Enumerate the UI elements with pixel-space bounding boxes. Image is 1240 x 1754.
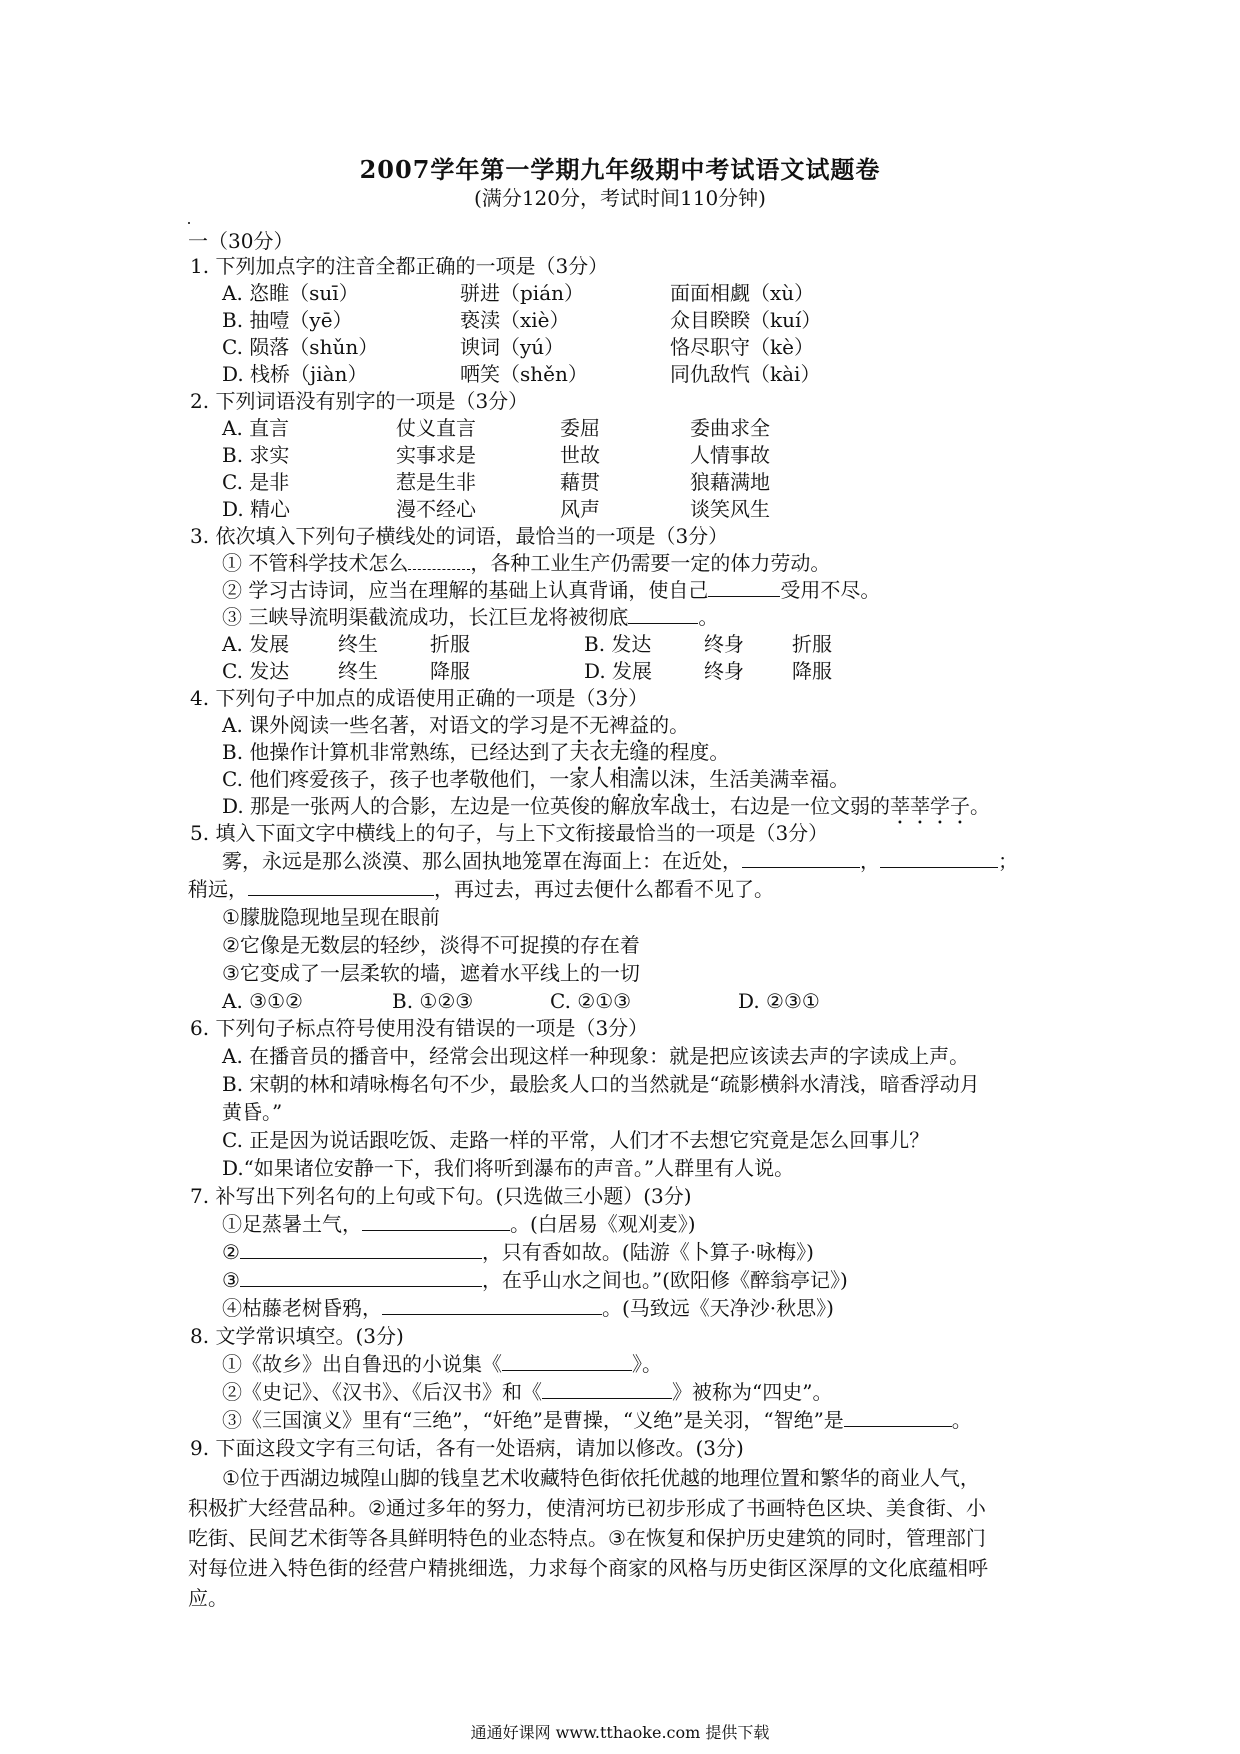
q5-blank-1 xyxy=(742,848,860,868)
q5-blank-2 xyxy=(880,848,998,868)
q1-row-b-3: 众目睽睽（kuí） xyxy=(670,308,822,332)
q6-opt-b: B. 宋朝的林和靖咏梅名句不少，最脍炙人口的当然就是“疏影横斜水清浅，暗香浮动月 xyxy=(222,1072,980,1096)
q7-blank-1 xyxy=(362,1211,510,1231)
q7-line-4: ④枯藤老树昏鸦， 。(马致远《天净沙·秋思》) xyxy=(222,1296,834,1320)
scan-speck xyxy=(188,222,190,224)
q2-row-b: B. 求实 xyxy=(222,443,290,467)
q5-opt-d: D. ②③① xyxy=(738,989,820,1013)
q8-blank-1 xyxy=(502,1351,632,1371)
q3-opt-d: D. 发展 xyxy=(584,659,653,683)
q5-stem: 5. 填入下面文字中横线上的句子，与上下文衔接最恰当的一项是（3分） xyxy=(190,821,829,845)
q5-passage-line-1: 雾，永远是那么淡漠、那么固执地笼罩在海面上：在近处， ， ； xyxy=(222,849,1018,873)
q2-row-d-4: 谈笑风生 xyxy=(690,497,770,521)
q4-opt-a: A. 课外阅读一些名著，对语文的学习是不无裨益的。 xyxy=(222,713,690,737)
q2-row-c-4: 狼藉满地 xyxy=(690,470,770,494)
q5-sentence-1: ①朦胧隐现地呈现在眼前 xyxy=(222,905,440,929)
page-title: 2007学年第一学期九年级期中考试语文试题卷 xyxy=(359,155,881,184)
q5-sentence-3: ③它变成了一层柔软的墙，遮着水平线上的一切 xyxy=(222,961,640,985)
q4-stem: 4. 下列句子中加点的成语使用正确的一项是（3分） xyxy=(190,686,649,710)
q2-row-b-2: 实事求是 xyxy=(396,443,476,467)
q1-row-b: B. 抽噎（yē） xyxy=(222,308,353,332)
q4-opt-c: C. 他们疼爱孩子，孩子也孝敬他们，一家人相濡以沫，生活美满幸福。 xyxy=(222,767,850,791)
q3-opt-c: C. 发达 xyxy=(222,659,290,683)
q5-passage-line-2: 稍远， ，再过去，再过去便什么都看不见了。 xyxy=(188,877,774,901)
q3-opt-c-2: 终生 xyxy=(338,659,378,683)
q9-paragraph-line-5: 应。 xyxy=(188,1586,228,1610)
q7-line-2: ② ，只有香如故。(陆游《卜算子·咏梅》) xyxy=(222,1240,814,1264)
q1-row-c: C. 陨落（shǔn） xyxy=(222,335,379,359)
q1-row-c-3: 恪尽职守（kè） xyxy=(670,335,814,359)
q3-blank-1 xyxy=(408,550,470,570)
q8-blank-3 xyxy=(844,1407,952,1427)
q3-stem: 3. 依次填入下列句子横线处的词语，最恰当的一项是（3分） xyxy=(190,524,729,548)
q3-opt-a: A. 发展 xyxy=(222,632,290,656)
q1-row-c-2: 谀词（yú） xyxy=(460,335,565,359)
q3-sentence-3: ③ 三峡导流明渠截流成功，长江巨龙将被彻底 。 xyxy=(222,605,719,629)
download-footer: 通通好课网 www.tthaoke.com 提供下载 xyxy=(470,1723,770,1742)
q3-sentence-1: ① 不管科学技术怎么 ，各种工业生产仍需要一定的体力劳动。 xyxy=(222,551,831,575)
q8-line-3: ③《三国演义》里有“三绝”，“奸绝”是曹操，“义绝”是关羽，“智绝”是 。 xyxy=(222,1408,972,1432)
q1-stem: 1. 下列加点字的注音全都正确的一项是（3分） xyxy=(190,254,609,278)
q1-row-a-2: 骈进（pián） xyxy=(460,281,585,305)
q1-row-d-3: 同仇敌忾（kài） xyxy=(670,362,821,386)
q3-opt-b-3: 折服 xyxy=(792,632,832,656)
q1-row-b-2: 亵渎（xiè） xyxy=(460,308,570,332)
q2-stem: 2. 下列词语没有别字的一项是（3分） xyxy=(190,389,529,413)
q9-paragraph-line-2: 积极扩大经营品种。②通过多年的努力，使清河坊已初步形成了书画特色区块、美食街、小 xyxy=(188,1496,986,1520)
q7-line-1: ①足蒸暑土气， 。(白居易《观刈麦》) xyxy=(222,1212,696,1236)
q1-row-d: D. 栈桥（jiàn） xyxy=(222,362,368,386)
q9-paragraph-line-4: 对每位进入特色街的经营户精挑细选，力求每个商家的风格与历史街区深厚的文化底蕴相呼 xyxy=(188,1556,988,1580)
q5-opt-c: C. ②①③ xyxy=(550,989,632,1013)
q2-row-c: C. 是非 xyxy=(222,470,290,494)
q1-row-a: A. 恣睢（suī） xyxy=(222,281,359,305)
q2-row-b-3: 世故 xyxy=(560,443,600,467)
q6-opt-a: A. 在播音员的播音中，经常会出现这样一种现象：就是把应该读去声的字读成上声。 xyxy=(222,1044,970,1068)
q3-opt-b-2: 终身 xyxy=(704,632,744,656)
q5-opt-b: B. ①②③ xyxy=(392,989,474,1013)
q9-paragraph-line-3: 吃街、民间艺术街等各具鲜明特色的业态特点。③在恢复和保护历史建筑的同时，管理部门 xyxy=(188,1526,986,1550)
q3-opt-d-3: 降服 xyxy=(792,659,832,683)
q9-paragraph-line-1: ①位于西湖边城隍山脚的钱皇艺术收藏特色街依托优越的地理位置和繁华的商业人气， xyxy=(222,1466,980,1490)
q2-row-d-2: 漫不经心 xyxy=(396,497,476,521)
q7-blank-4 xyxy=(382,1295,602,1315)
q5-sentence-2: ②它像是无数层的轻纱，淡得不可捉摸的存在着 xyxy=(222,933,640,957)
q1-row-a-3: 面面相觑（xù） xyxy=(670,281,815,305)
q4-opt-d: D. 那是一张两人的合影，左边是一位英俊的解放军战士，右边是一位文弱的莘莘学子。 xyxy=(222,794,991,818)
q2-row-c-2: 惹是生非 xyxy=(396,470,476,494)
q3-opt-a-3: 折服 xyxy=(430,632,470,656)
q3-opt-a-2: 终生 xyxy=(338,632,378,656)
q6-stem: 6. 下列句子标点符号使用没有错误的一项是（3分） xyxy=(190,1016,649,1040)
q6-opt-c: C. 正是因为说话跟吃饭、走路一样的平常，人们才不去想它究竟是怎么回事儿？ xyxy=(222,1128,930,1152)
q2-row-d-3: 风声 xyxy=(560,497,600,521)
q2-row-a: A. 直言 xyxy=(222,416,290,440)
q2-row-b-4: 人情事故 xyxy=(690,443,770,467)
section-heading: 一（30分） xyxy=(188,229,294,253)
q3-opt-b: B. 发达 xyxy=(584,632,652,656)
q9-stem: 9. 下面这段文字有三句话，各有一处语病，请加以修改。(3分) xyxy=(190,1436,744,1460)
q2-row-a-3: 委屈 xyxy=(560,416,600,440)
q7-line-3: ③ ，在乎山水之间也。”(欧阳修《醉翁亭记》) xyxy=(222,1268,848,1292)
q6-opt-d: D.“如果诸位安静一下，我们将听到瀑布的声音。”人群里有人说。 xyxy=(222,1156,795,1180)
q3-opt-d-2: 终身 xyxy=(704,659,744,683)
q4-opt-b: B. 他操作计算机非常熟练，已经达到了天衣无缝的程度。 xyxy=(222,740,730,764)
q8-line-1: ①《故乡》出自鲁迅的小说集《 》。 xyxy=(222,1352,662,1376)
q3-blank-2 xyxy=(708,577,780,597)
q7-stem: 7. 补写出下列名句的上句或下句。(只选做三小题）(3分) xyxy=(190,1184,692,1208)
q5-blank-3 xyxy=(248,876,434,896)
q2-row-a-2: 仗义直言 xyxy=(396,416,476,440)
q1-row-d-2: 哂笑（shěn） xyxy=(460,362,588,386)
q8-stem: 8. 文学常识填空。(3分) xyxy=(190,1324,404,1348)
q7-blank-2 xyxy=(240,1239,482,1259)
page-subtitle: (满分120分，考试时间110分钟) xyxy=(474,186,766,210)
q2-row-a-4: 委曲求全 xyxy=(690,416,770,440)
q3-opt-c-3: 降服 xyxy=(430,659,470,683)
q8-blank-2 xyxy=(542,1379,672,1399)
q2-row-c-3: 藉贯 xyxy=(560,470,600,494)
q8-line-2: ②《史记》、《汉书》、《后汉书》和《 》被称为“四史”。 xyxy=(222,1380,833,1404)
q3-blank-3 xyxy=(628,604,698,624)
q3-sentence-2: ② 学习古诗词，应当在理解的基础上认真背诵，使自己 受用不尽。 xyxy=(222,578,881,602)
q7-blank-3 xyxy=(240,1267,482,1287)
q2-row-d: D. 精心 xyxy=(222,497,291,521)
q6-opt-b-cont: 黄昏。” xyxy=(222,1100,283,1124)
q5-opt-a: A. ③①② xyxy=(222,989,303,1013)
